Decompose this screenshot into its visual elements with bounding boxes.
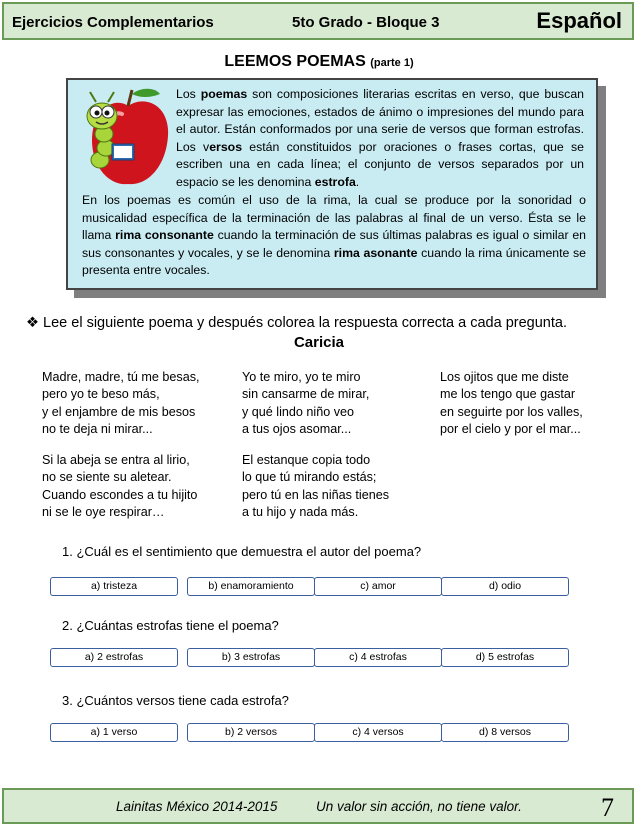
answer-option-2d[interactable]: d) 5 estrofas — [441, 648, 569, 667]
stanza-1 — [42, 369, 200, 439]
footer-credit: Lainitas México 2014-2015 — [116, 799, 278, 814]
answer-option-3b[interactable]: b) 2 versos — [187, 723, 315, 742]
stanza-5 — [440, 369, 583, 439]
verse: y el enjambre de mis besos — [42, 404, 196, 419]
verse: Los ojitos que me diste — [440, 370, 569, 384]
verse: por el cielo y por el mar... — [440, 422, 581, 437]
verse: no te deja ni mirar... — [42, 422, 153, 437]
verse: Cuando escondes a tu hijito — [42, 487, 198, 502]
question-1: 1. ¿Cuál es el sentimiento que demuestra el autor del poema? — [62, 544, 422, 559]
grade-label: 5to Grado - Bloque 3 — [292, 14, 440, 31]
page-number: 7 — [601, 793, 614, 822]
stanza-4 — [242, 452, 389, 522]
verse: El estanque copia todo — [242, 453, 371, 467]
worm-apple-illustration — [76, 84, 172, 188]
verse: ni se le oye respirar… — [42, 505, 165, 520]
verse: Yo te miro, yo te miro — [242, 370, 361, 384]
poem-definition: Los poemas son composiciones literarias escritas en verso, que buscan expresar las emociones, estados de ánimo o impresiones del mundo para el autor. Están conformados por una serie de versos que forman estrofas. Los versos están constituidos por oraciones o frases cortas, que se escriben una en cada línea; el conjunto de versos separados por un espacio se les denomina estrofa. — [176, 87, 584, 189]
answer-option-1b[interactable]: b) enamoramiento — [187, 577, 315, 596]
verse: en seguirte por los valles, — [440, 404, 583, 419]
answer-option-2c[interactable]: c) 4 estrofas — [314, 648, 442, 667]
verse: Si la abeja se entra al lirio, — [42, 453, 190, 467]
answer-option-3c[interactable]: c) 4 versos — [314, 723, 442, 742]
verse: me los tengo que gastar — [440, 387, 576, 402]
verse: sin cansarme de mirar, — [242, 387, 370, 402]
answer-option-3d[interactable]: d) 8 versos — [441, 723, 569, 742]
title-part: (parte 1) — [370, 57, 414, 69]
page-header — [2, 2, 634, 40]
page-title: LEEMOS POEMAS (parte 1) — [224, 53, 414, 70]
instruction: ❖ Lee el siguiente poema y después colorea la respuesta correcta a cada pregunta. — [26, 315, 567, 331]
stanza-3 — [242, 369, 369, 439]
answer-option-2a[interactable]: a) 2 estrofas — [50, 648, 178, 667]
stanza-2 — [42, 452, 197, 522]
answer-option-1a[interactable]: a) tristeza — [50, 577, 178, 596]
verse: lo que tú mirando estás; — [242, 470, 377, 485]
verse: pero yo te beso más, — [42, 387, 160, 402]
info-box — [66, 78, 598, 290]
answer-option-3a[interactable]: a) 1 verso — [50, 723, 178, 742]
rhyme-definition: En los poemas es común el uso de la rima, la cual se produce por la sonoridad o musicalidad específica de la terminación de las palabras al final de un verso. Ésta se le llama rima consonante cuando la terminación de sus últimas palabras es igual o similar en sus consonantes y vocales, y se le denomina rima asonante cuando la rima únicamente se presenta entre vocales. — [82, 193, 586, 278]
subject-label: Español — [536, 8, 622, 33]
footer-motto: Un valor sin acción, no tiene valor. — [316, 799, 522, 814]
series-title: Ejercicios Complementarios — [12, 14, 214, 31]
verse: no se siente su aletear. — [42, 470, 172, 485]
answer-option-1d[interactable]: d) odio — [441, 577, 569, 596]
page-footer — [2, 788, 634, 824]
verse: a tus ojos asomar... — [242, 422, 352, 437]
answer-option-2b[interactable]: b) 3 estrofas — [187, 648, 315, 667]
question-2: 2. ¿Cuántas estrofas tiene el poema? — [62, 618, 279, 633]
diamond-bullet-icon: ❖ — [26, 315, 44, 331]
answer-option-1c[interactable]: c) amor — [314, 577, 442, 596]
verse: pero tú en las niñas tienes — [242, 487, 390, 502]
verse: y qué lindo niño veo — [242, 404, 355, 419]
question-3: 3. ¿Cuántos versos tiene cada estrofa? — [62, 693, 289, 708]
verse: a tu hijo y nada más. — [242, 505, 359, 520]
poem-title: Caricia — [293, 334, 345, 351]
verse: Madre, madre, tú me besas, — [42, 370, 200, 384]
